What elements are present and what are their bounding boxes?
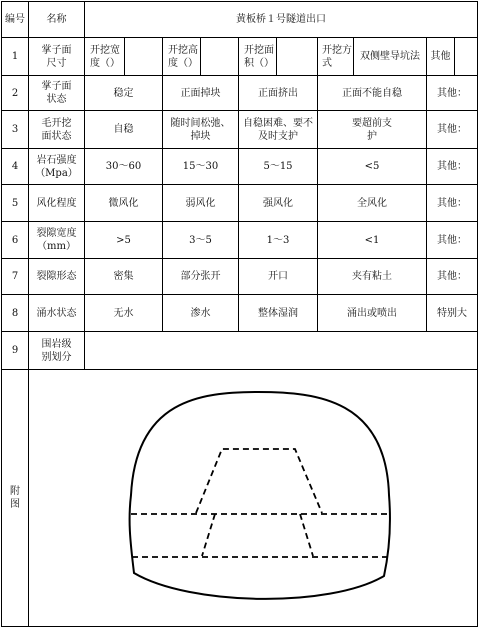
cell-option: 要超前支护 xyxy=(352,117,392,142)
cell-other: 其他： xyxy=(437,124,467,135)
row-num: 8 xyxy=(11,307,19,319)
row-name: 掌子面尺寸 xyxy=(41,44,72,69)
row-name: 裂隙宽度（mm） xyxy=(36,228,77,252)
row-name: 毛开挖面状态 xyxy=(41,117,72,142)
cell-other: 特别大 xyxy=(437,307,467,319)
row-num: 7 xyxy=(11,271,19,282)
cell-option: 渗水 xyxy=(190,307,211,319)
row-num: 2 xyxy=(11,87,19,99)
row-num: 5 xyxy=(11,197,19,209)
cell-option: 自稳困难、要不及时支护 xyxy=(243,117,313,142)
cell-option: 全风化 xyxy=(357,197,387,209)
row-num: 6 xyxy=(11,234,19,246)
cell-option: 夹有粘土 xyxy=(352,271,392,282)
cell-option: 正面挤出 xyxy=(258,87,298,99)
cell-option: 3～5 xyxy=(189,234,212,246)
row-name: 围岩级别划分 xyxy=(41,338,72,363)
cell-option: 无水 xyxy=(113,307,134,319)
cell-option: 开口 xyxy=(268,271,288,282)
tunnel-outline xyxy=(130,392,390,599)
cell-option: 随时间松弛、掉块 xyxy=(170,117,231,142)
cell-option: 弱风化 xyxy=(185,197,216,209)
cell-other: 其他： xyxy=(437,271,467,282)
row-num: 3 xyxy=(11,124,19,135)
lower-right-side xyxy=(300,514,313,556)
cell-option: 30～60 xyxy=(105,161,142,172)
cell-other: 其他： xyxy=(437,197,467,209)
row-num: 9 xyxy=(11,345,19,356)
row-num: 1 xyxy=(11,51,19,62)
cell-excavation-method: 开挖方式 xyxy=(322,44,352,69)
row-name: 涌水状态 xyxy=(36,307,77,319)
upper-heading-outline xyxy=(196,449,322,513)
header-name: 名称 xyxy=(46,14,67,25)
cell-excavation-width: 开挖宽度（） xyxy=(90,44,120,69)
cell-other: 其他 xyxy=(430,51,451,62)
cell-option: >5 xyxy=(116,234,131,246)
header-title: 黄板桥１号隧道出口 xyxy=(236,14,326,25)
cell-option: 强风化 xyxy=(263,197,293,209)
row-name: 岩石强度（Mpa） xyxy=(35,154,78,179)
lower-left-side xyxy=(202,514,215,556)
cell-option: 涌出或喷出 xyxy=(347,307,397,319)
cell-excavation-area: 开挖面积（） xyxy=(244,44,274,69)
cell-option: 稳定 xyxy=(113,87,134,99)
row-name: 掌子面状态 xyxy=(41,81,72,105)
cell-option: 微风化 xyxy=(108,197,139,209)
cell-option: 5～15 xyxy=(263,161,293,172)
row-name: 裂隙形态 xyxy=(36,271,77,282)
cell-option: 密集 xyxy=(113,271,134,282)
cell-other: 其他： xyxy=(437,87,467,99)
row-num: 4 xyxy=(11,161,19,172)
cell-option: 正面不能自稳 xyxy=(342,87,402,99)
cell-excavation-height: 开挖高度（） xyxy=(168,44,198,69)
cell-option: 部分张开 xyxy=(180,271,221,282)
cell-option: 正面掉块 xyxy=(180,87,221,99)
row-name: 风化程度 xyxy=(36,197,77,209)
cell-option: 整体湿润 xyxy=(258,307,298,319)
cell-option: <1 xyxy=(364,234,380,246)
attachment-label: 附图 xyxy=(10,486,20,510)
cell-option: 自稳 xyxy=(113,124,134,135)
cell-other: 其他： xyxy=(437,161,467,172)
cell-method-value: 双侧壁导坑法 xyxy=(360,51,420,62)
cell-option: 15～30 xyxy=(182,161,219,172)
cell-option: 1～3 xyxy=(266,234,290,246)
header-num: 编号 xyxy=(5,14,25,25)
cell-other: 其他： xyxy=(437,234,467,246)
cell-option: <5 xyxy=(364,161,380,172)
